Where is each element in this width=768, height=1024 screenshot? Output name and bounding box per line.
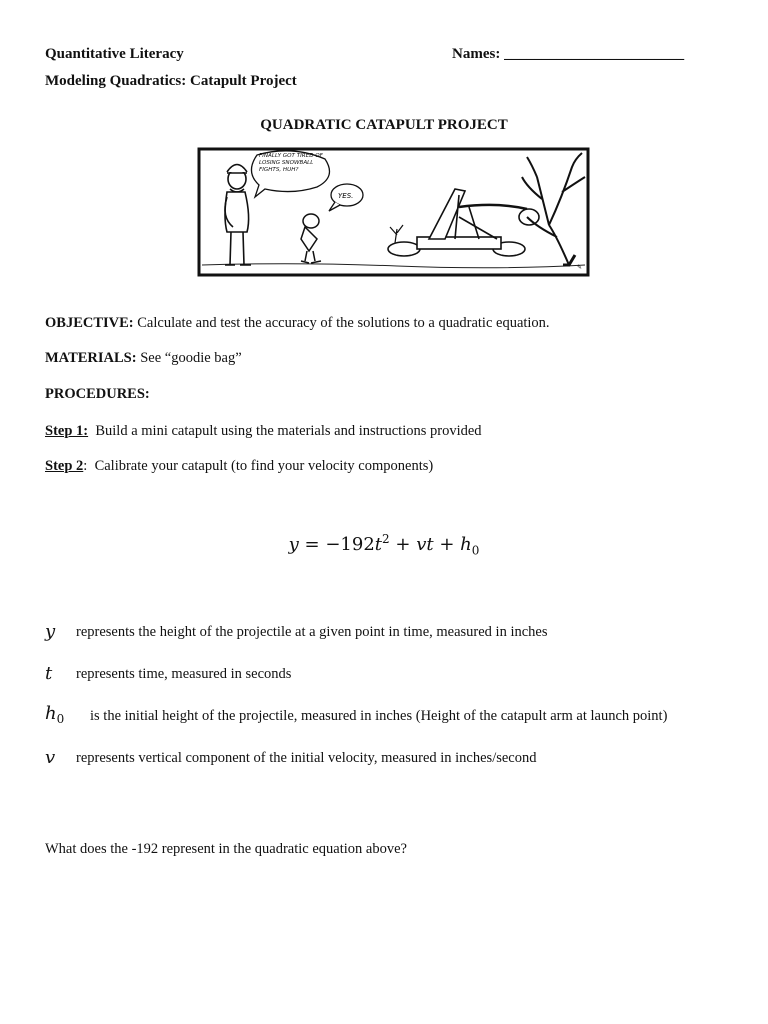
equation-vt: vt: [416, 534, 434, 555]
definition-h0-text: is the initial height of the projectile, measured in inches (Height of the catapult arm at launch point): [90, 708, 668, 724]
svg-text:✎: ✎: [577, 264, 583, 271]
definition-h-subscript: 0: [56, 712, 65, 727]
definition-h0: [45, 703, 64, 726]
objective-text: Calculate and test the accuracy of the solutions to a quadratic equation.: [137, 315, 550, 331]
equation-y: y: [288, 534, 299, 555]
equation-h: h: [460, 534, 472, 555]
equation-t: t: [374, 534, 383, 555]
page-title: QUADRATIC CATAPULT PROJECT: [260, 117, 508, 133]
materials-label: MATERIALS:: [45, 350, 137, 366]
equation-plus-1: +: [389, 534, 417, 555]
definition-t-symbol: t: [45, 663, 53, 684]
equation-exponent: 2: [382, 532, 390, 546]
definition-y-symbol: y: [45, 621, 56, 642]
objective-label: OBJECTIVE:: [45, 315, 134, 331]
bubble-2-text: YES.: [338, 192, 354, 200]
step-2-label: Step 2: [45, 458, 84, 474]
definition-y-text: represents the height of the projectile at a given point in time, measured in inches: [76, 624, 548, 640]
speech-bubble-1: [251, 151, 329, 197]
subtitle: Modeling Quadratics: Catapult Project: [45, 73, 297, 89]
materials-text: See “goodie bag”: [140, 350, 242, 366]
course-title: Quantitative Literacy: [45, 46, 184, 62]
names-line: [452, 46, 684, 63]
definition-h-symbol: h: [45, 703, 57, 724]
quadratic-equation: [0, 532, 768, 558]
definition-t: [45, 663, 52, 684]
step-1: [45, 423, 482, 440]
definition-v: [45, 747, 55, 768]
materials-line: [45, 350, 242, 367]
objective-line: [45, 315, 550, 332]
step-2-sep: :: [83, 458, 88, 474]
equation-subscript: 0: [471, 543, 480, 558]
comic-illustration: [197, 147, 590, 277]
step-1-label: Step 1:: [45, 423, 89, 439]
bubble-1-text: FINALLY GOT TIRED OF LOSING SNOWBALL FIGHTS, HUH?: [259, 153, 323, 173]
definition-t-text: represents time, measured in seconds: [76, 666, 292, 682]
question-text: What does the -192 represent in the quadratic equation above?: [45, 841, 407, 857]
definition-y: [45, 621, 55, 642]
step-1-text: Build a mini catapult using the materials and instructions provided: [95, 423, 482, 439]
step-2: [45, 458, 433, 475]
equation-plus-2: +: [433, 534, 461, 555]
step-2-text: Calibrate your catapult (to find your velocity components): [94, 458, 434, 474]
names-blank: ________________________: [504, 46, 685, 62]
definition-v-text: represents vertical component of the initial velocity, measured in inches/second: [76, 750, 537, 766]
definition-v-symbol: v: [45, 747, 56, 768]
procedures-label: PROCEDURES:: [45, 386, 150, 402]
names-label: Names:: [452, 46, 501, 62]
equation-eq: = −192: [298, 534, 375, 555]
